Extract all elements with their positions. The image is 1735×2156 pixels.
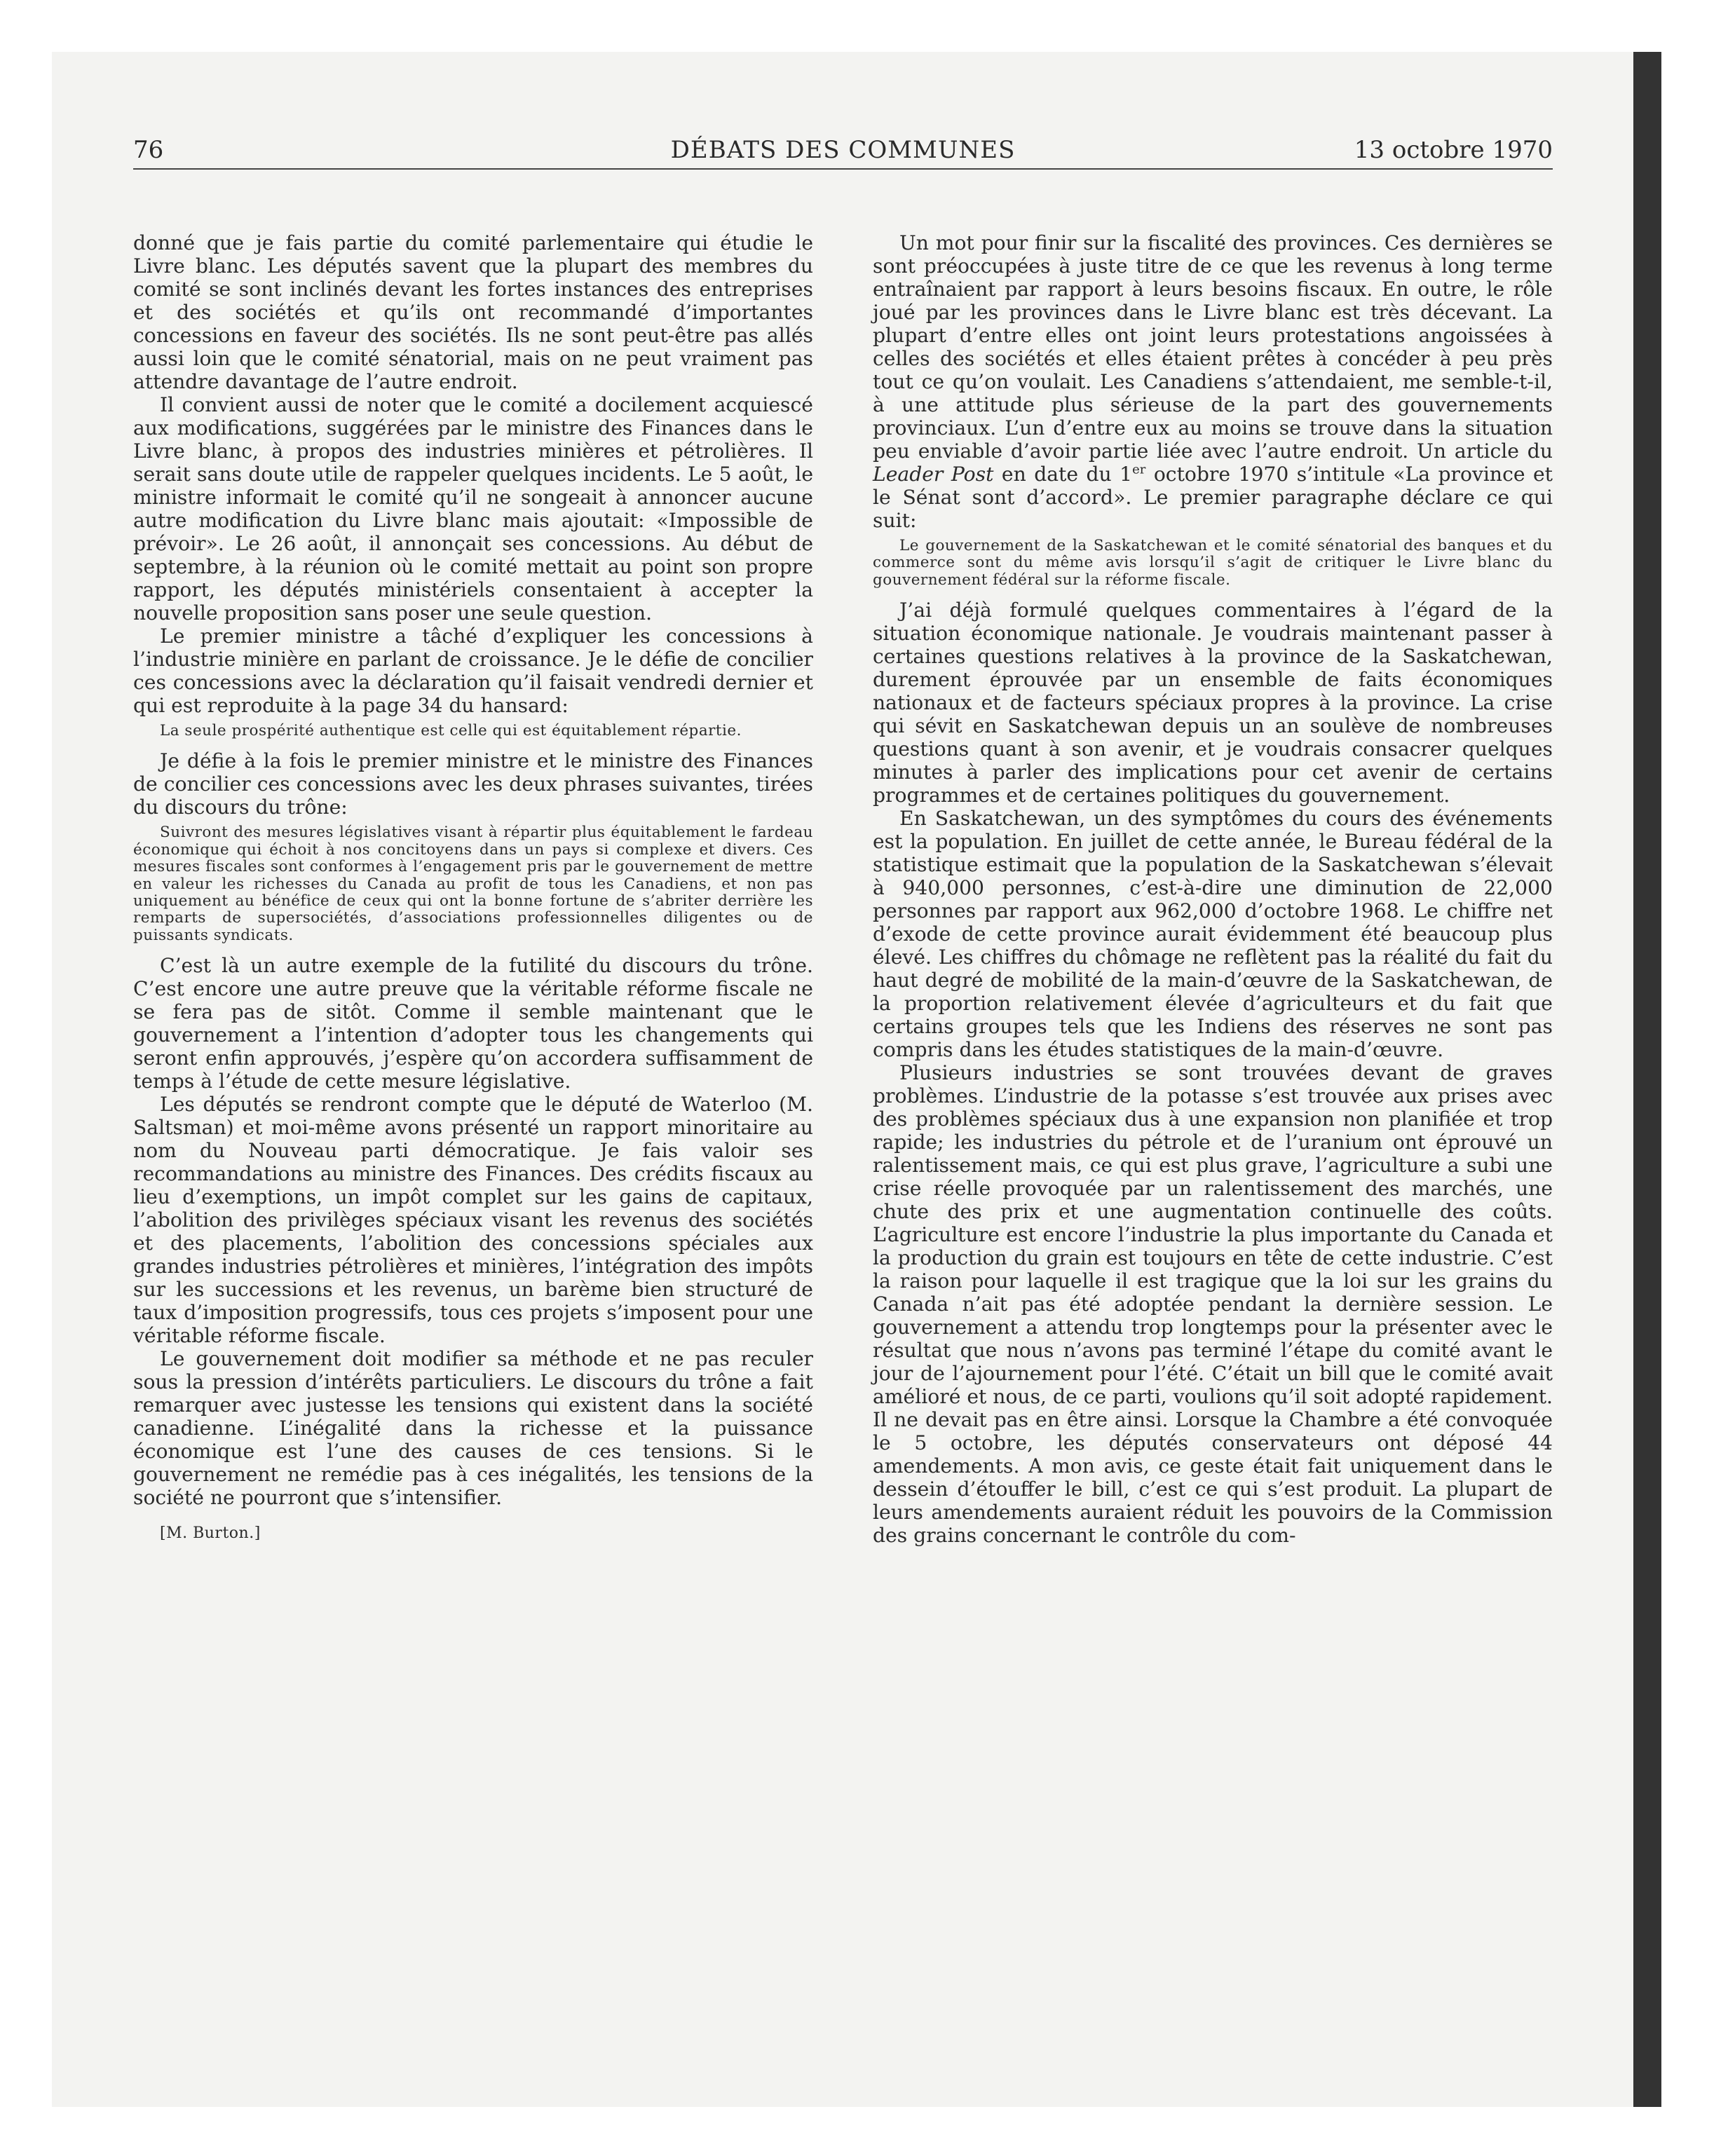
- paragraph: J’ai déjà formulé quelques commentaires à l’égard de la situation économique nationale. Je voudrais maintenant passer à certaines questions relatives à la province de la Saskatchewan, durement éprouvée par un ensemble de faits économiques nationaux et de facteurs spéciaux propres à la province. La crise qui sévit en Saskatchewan depuis un an soulève de nombreuses questions quant à son avenir, et je voudrais consacrer quelques minutes à parler des implications pour cet avenir de certains programmes et de certaines politiques du gouvernement.: [873, 599, 1553, 807]
- scan-edge-shadow: [1633, 52, 1661, 2107]
- block-quote: Le gouvernement de la Saskatchewan et le comité sénatorial des banques et du commerce sont du même avis lorsqu’il s’agit de critiquer le Livre blanc du gouvernement fédéral sur la réforme fiscale.: [873, 537, 1553, 589]
- publication-title: DÉBATS DES COMMUNES: [670, 136, 1016, 164]
- paragraph: Je défie à la fois le premier ministre et le ministre des Finances de concilier ces concessions avec les deux phrases suivantes, tirées du discours du trône:: [133, 749, 813, 819]
- right-column: [873, 231, 1553, 2054]
- paragraph-text: en date du 1: [1001, 463, 1133, 486]
- left-column: [133, 231, 813, 2054]
- paragraph-text: Un mot pour finir sur la fiscalité des provinces. Ces dernières se sont préoccupées à juste titre de ce que les revenus à long terme entraînaient par rapport à leurs besoins fiscaux. En outre, le rôle joué par les provinces dans le Livre blanc est très décevant. La plupart d’entre elles ont joint leurs protestations angoissées à celles des sociétés et elles étaient prêtes à concéder à peu près tout ce qu’on voulait. Les Canadiens s’attendaient, me semble-t-il, à une attitude plus sérieuse de la part des gouvernements provinciaux. L’un d’entre eux au moins se trouve dans la situation peu enviable d’avoir partie liée avec l’autre endroit. Un article du: [873, 231, 1553, 463]
- page-date: 13 octobre 1970: [1354, 136, 1553, 164]
- paragraph: donné que je fais partie du comité parlementaire qui étudie le Livre blanc. Les députés savent que la plupart des membres du comité se sont inclinés devant les fortes instances des entreprises et des sociétés et qu’ils ont recommandé d’importantes concessions en faveur des sociétés. Ils ne sont peut-être pas allés aussi loin que le comité sénatorial, mais on ne peut vraiment pas attendre davantage de l’autre endroit.: [133, 231, 813, 393]
- page-header: [133, 132, 1553, 168]
- speaker-attribution: [M. Burton.]: [160, 1524, 261, 1543]
- paragraph: Plusieurs industries se sont trouvées devant de graves problèmes. L’industrie de la potasse s’est trouvée aux prises avec des problèmes spéciaux dus à une expansion non planifiée et trop rapide; les industries du pétrole et de l’uranium ont éprouvé un ralentissement mais, ce qui est plus grave, l’agriculture a subi une crise réelle provoquée par un ralentissement des marchés, une chute des prix et une augmentation continuelle des coûts. L’agriculture est encore l’industrie la plus importante du Canada et la production du grain est toujours en tête de cette industrie. C’est la raison pour laquelle il est tragique que la loi sur les grains du Canada n’ait pas été adoptée pendant la dernière session. Le gouvernement a attendu trop longtemps pour la présenter avec le résultat que nous n’avons pas terminé l’étape du comité avant le jour de l’ajournement pour l’été. C’était un bill que le comité avait amélioré et nous, de ce parti, voulions qu’il soit adopté rapidement. Il ne devait pas en être ainsi. Lorsque la Chambre a été convoquée le 5 octobre, les députés conservateurs ont déposé 44 amendements. A mon avis, ce geste était fait uniquement dans le dessein d’étouffer le bill, c’est ce qui s’est produit. La plupart de leurs amendements auraient réduit les pouvoirs de la Commission des grains concernant le contrôle du com-: [873, 1061, 1553, 1548]
- header-rule: [133, 168, 1553, 170]
- paragraph: En Saskatchewan, un des symptômes du cours des événements est la population. En juillet de cette année, le Bureau fédéral de la statistique estimait que la population de la Saskatchewan s’élevait à 940,000 personnes, c’est-à-dire une diminution de 22,000 personnes par rapport aux 962,000 d’octobre 1968. Le chiffre net d’exode de cette province aurait évidemment été beaucoup plus élevé. Les chiffres du chômage ne reflètent pas la réalité du fait du haut degré de mobilité de la main-d’œuvre de la Saskatchewan, de la proportion relativement élevée d’agriculteurs et du fait que certains groupes tels que les Indiens des réserves ne sont pas compris dans les études statistiques de la main-d’œuvre.: [873, 807, 1553, 1062]
- paragraph-text: octobre 1970 s’intitule «La province et le Sénat sont d’accord». Le premier paragraphe déclare ce qui suit:: [873, 463, 1553, 532]
- paragraph: [873, 231, 1553, 532]
- paragraph: Les députés se rendront compte que le député de Waterloo (M. Saltsman) et moi-même avons présenté un rapport minoritaire au nom du Nouveau parti démocratique. Je fais valoir ses recommandations au ministre des Finances. Des crédits fiscaux au lieu d’exemptions, un impôt complet sur les gains de capitaux, l’abolition des privilèges spéciaux visant les revenus des sociétés et des placements, l’abolition des concessions spéciales aux grandes industries pétrolières et minières, l’intégration des impôts sur les successions et les revenus, un barème bien structuré de taux d’imposition progressifs, tous ces projets s’imposent pour une véritable réforme fiscale.: [133, 1093, 813, 1348]
- paragraph: Il convient aussi de noter que le comité a docilement acquiescé aux modifications, suggérées par le ministre des Finances dans le Livre blanc, à propos des industries minières et pétrolières. Il serait sans doute utile de rappeler quelques incidents. Le 5 août, le ministre informait le comité qu’il ne songeait à annoncer aucune autre modification du Livre blanc mais ajoutait: «Impossible de prévoir». Le 26 août, il annonçait ses concessions. Au début de septembre, à la réunion où le comité mettait au point son propre rapport, les députés ministériels consentaient à accepter la nouvelle proposition sans poser une seule question.: [133, 393, 813, 625]
- paragraph: C’est là un autre exemple de la futilité du discours du trône. C’est encore une autre preuve que la véritable réforme fiscale ne se fera pas de sitôt. Comme il semble maintenant que le gouvernement a l’intention d’adopter tous les changements qui seront enfin approuvés, j’espère qu’on accordera suffisamment de temps à l’étude de cette mesure législative.: [133, 954, 813, 1093]
- page-number: 76: [133, 136, 164, 164]
- paragraph: Le premier ministre a tâché d’expliquer les concessions à l’industrie minière en parlant de croissance. Je le défie de concilier ces concessions avec la déclaration qu’il faisait vendredi dernier et qui est reproduite à la page 34 du hansard:: [133, 625, 813, 717]
- newspaper-title: Leader Post: [873, 463, 994, 486]
- paragraph: Le gouvernement doit modifier sa méthode et ne pas reculer sous la pression d’intérêts particuliers. Le discours du trône a fait remarquer avec justesse les tensions qui existent dans la société canadienne. L’inégalité dans la richesse et la puissance économique est l’une des causes de ces tensions. Si le gouvernement ne remédie pas à ces inégalités, les tensions de la société ne pourront que s’intensifier.: [133, 1347, 813, 1510]
- block-quote: Suivront des mesures législatives visant à répartir plus équitablement le fardeau économique qui échoit à nos concitoyens dans un pays si complexe et divers. Ces mesures fiscales sont conformes à l’engagement pris par le gouvernement de mettre en valeur les richesses du Canada au profit de tous les Canadiens, et non pas uniquement au bénéfice de ceux qui ont la bonne fortune de s’abriter derrière les remparts de supersociétés, d’associations professionnelles diligentes ou de puissants syndicats.: [133, 824, 813, 944]
- ordinal-suffix: er: [1132, 462, 1146, 477]
- block-quote: La seule prospérité authentique est celle qui est équitablement répartie.: [160, 722, 742, 739]
